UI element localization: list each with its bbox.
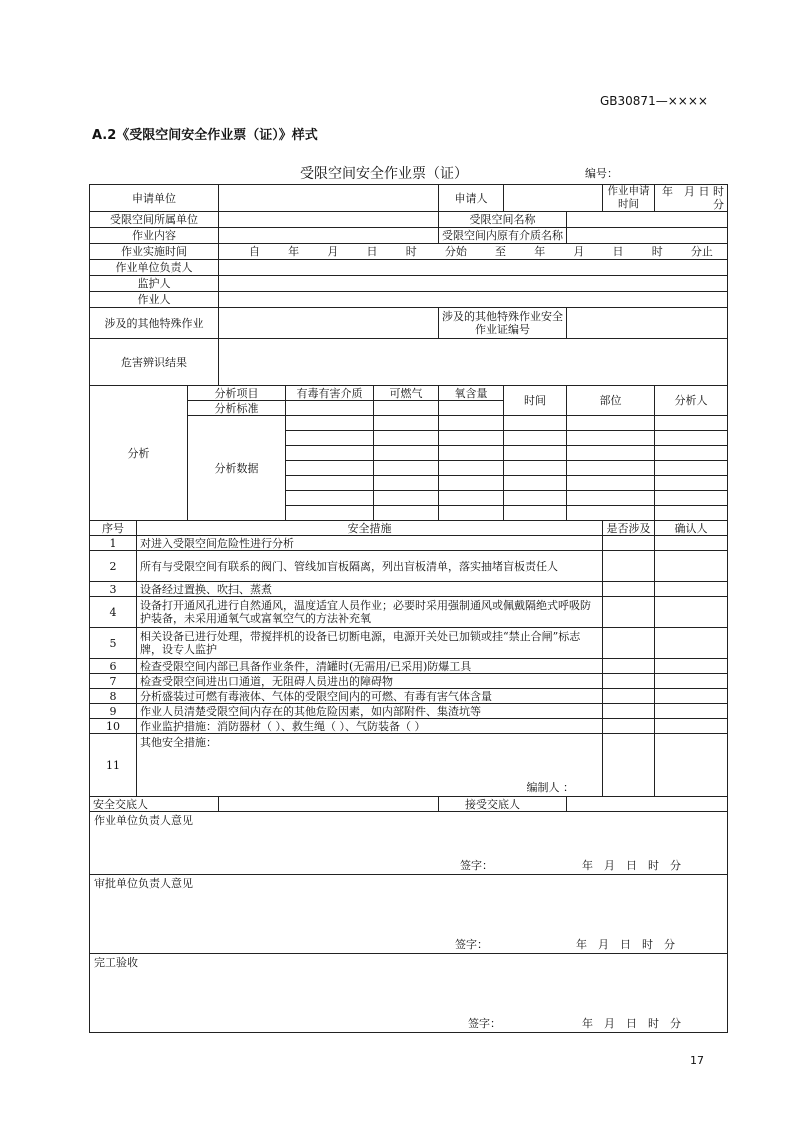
row-exec-time xyxy=(90,244,728,260)
analysis-cell[interactable] xyxy=(655,431,728,446)
measure-no: 4 xyxy=(90,597,137,628)
exec-time-label: 作业实施时间 xyxy=(90,244,219,260)
hazard-result-label: 危害辨识结果 xyxy=(90,339,219,386)
completion-acceptance-label: 完工验收 xyxy=(94,956,138,969)
measure-confirm[interactable] xyxy=(655,689,728,704)
exec-from: 自 xyxy=(249,245,260,258)
unit-leader-field[interactable] xyxy=(219,260,728,276)
handover-receiver-field[interactable] xyxy=(567,797,728,812)
analysis-cell[interactable] xyxy=(504,506,567,521)
analysis-cell[interactable] xyxy=(567,506,655,521)
measure-involved[interactable] xyxy=(603,674,655,689)
permit-form-table xyxy=(89,184,739,1033)
analysis-cell[interactable] xyxy=(374,506,439,521)
measure-row-other xyxy=(90,734,728,797)
measure-no: 3 xyxy=(90,582,137,597)
analysis-data-label: 分析数据 xyxy=(188,416,286,521)
analysis-cell[interactable] xyxy=(286,476,374,491)
measure-involved[interactable] xyxy=(603,659,655,674)
analysis-cell[interactable] xyxy=(655,416,728,431)
measure-no: 2 xyxy=(90,551,137,582)
measure-involved[interactable] xyxy=(603,536,655,551)
analysis-col-toxic: 有毒有害介质 xyxy=(286,386,374,401)
space-unit-field[interactable] xyxy=(219,212,439,228)
measure-confirm[interactable] xyxy=(655,582,728,597)
analysis-cell[interactable] xyxy=(439,491,504,506)
measures-header-row xyxy=(90,521,728,536)
analysis-cell[interactable] xyxy=(286,416,374,431)
analysis-cell[interactable] xyxy=(655,476,728,491)
analysis-cell[interactable] xyxy=(439,476,504,491)
analysis-col-flammable: 可燃气 xyxy=(374,386,439,401)
measure-row xyxy=(90,536,728,551)
hazard-result-field[interactable] xyxy=(219,339,728,386)
special-cert-field[interactable] xyxy=(567,308,728,339)
approver-sign-label: 签字： xyxy=(455,938,488,951)
exec-day-1: 日 xyxy=(366,245,378,258)
unit-leader-sign-date: 年 月 日 时 分 xyxy=(582,859,681,872)
form-number-label: 编号： xyxy=(585,167,618,180)
measure-confirm[interactable] xyxy=(655,536,728,551)
measure-involved[interactable] xyxy=(603,582,655,597)
measure-row xyxy=(90,551,728,582)
exec-month-1: 月 xyxy=(327,245,339,258)
analysis-standard-toxic[interactable] xyxy=(286,401,374,416)
measure-involved[interactable] xyxy=(603,719,655,734)
special-cert-label: 涉及的其他特殊作业安全作业证编号 xyxy=(439,308,567,339)
measure-involved[interactable] xyxy=(603,628,655,659)
measure-confirm[interactable] xyxy=(655,551,728,582)
measure-text: 设备经过置换、吹扫、蒸煮 xyxy=(137,582,603,597)
analysis-cell[interactable] xyxy=(286,491,374,506)
approver-sign-date: 年 月 日 时 分 xyxy=(576,938,675,951)
row-apply xyxy=(90,185,728,212)
analysis-cell[interactable] xyxy=(655,506,728,521)
analysis-cell[interactable] xyxy=(567,446,655,461)
completion-sign-label: 签字： xyxy=(468,1017,501,1030)
completion-acceptance[interactable] xyxy=(90,954,728,1033)
measure-no: 1 xyxy=(90,536,137,551)
approval-row xyxy=(90,954,728,1033)
special-work-label: 涉及的其他特殊作业 xyxy=(90,308,219,339)
analysis-col-oxygen: 氧含量 xyxy=(439,386,504,401)
measure-no: 10 xyxy=(90,719,137,734)
work-content-field[interactable] xyxy=(219,228,439,244)
work-content-label: 作业内容 xyxy=(90,228,219,244)
measure-row xyxy=(90,719,728,734)
exec-minute-end: 分止 xyxy=(690,245,713,258)
measure-text-header: 安全措施 xyxy=(137,521,603,536)
row-space xyxy=(90,212,728,228)
compiler-label: 编制人 ： xyxy=(526,781,575,794)
apply-unit-label: 申请单位 xyxy=(90,185,219,212)
measure-row xyxy=(90,674,728,689)
medium-name-label: 受限空间内原有介质名称 xyxy=(439,228,567,244)
analysis-cell[interactable] xyxy=(655,491,728,506)
analysis-cell[interactable] xyxy=(567,461,655,476)
analysis-cell[interactable] xyxy=(286,506,374,521)
analysis-cell[interactable] xyxy=(567,416,655,431)
measure-involved[interactable] xyxy=(603,734,655,797)
analysis-standard-flammable[interactable] xyxy=(374,401,439,416)
approver-opinion-label: 审批单位负责人意见 xyxy=(94,877,193,890)
measure-involved[interactable] xyxy=(603,551,655,582)
other-measures-field[interactable] xyxy=(137,734,603,797)
measure-no: 9 xyxy=(90,704,137,719)
row-unit-leader xyxy=(90,260,728,276)
applicant-field[interactable] xyxy=(504,185,603,212)
analysis-time-header: 时间 xyxy=(504,386,567,416)
completion-sign-date: 年 月 日 时 分 xyxy=(582,1017,681,1030)
measure-text: 作业监护措施：消防器材（ ）、救生绳（ ）、气防装备（ ） xyxy=(137,719,603,734)
measure-row xyxy=(90,582,728,597)
measure-text: 分析盛装过可燃有毒液体、气体的受限空间内的可燃、有毒有害气体含量 xyxy=(137,689,603,704)
unit-leader-label: 作业单位负责人 xyxy=(90,260,219,276)
analysis-cell[interactable] xyxy=(567,476,655,491)
analysis-cell[interactable] xyxy=(286,461,374,476)
measure-text: 对进入受限空间危险性进行分析 xyxy=(137,536,603,551)
analysis-cell[interactable] xyxy=(504,491,567,506)
measure-no: 11 xyxy=(90,734,137,797)
measure-row xyxy=(90,689,728,704)
handover-giver-field[interactable] xyxy=(219,797,439,812)
approver-opinion[interactable] xyxy=(90,875,728,954)
measure-confirm[interactable] xyxy=(655,659,728,674)
analysis-cell[interactable] xyxy=(439,416,504,431)
apply-unit-field[interactable] xyxy=(219,185,439,212)
handover-giver-label: 安全交底人 xyxy=(90,797,219,812)
unit-leader-opinion[interactable] xyxy=(90,812,728,875)
measure-involved[interactable] xyxy=(603,704,655,719)
measure-confirm[interactable] xyxy=(655,719,728,734)
exec-month-2: 月 xyxy=(573,245,585,258)
space-unit-label: 受限空间所属单位 xyxy=(90,212,219,228)
measure-confirm[interactable] xyxy=(655,674,728,689)
analysis-cell[interactable] xyxy=(374,461,439,476)
analysis-cell[interactable] xyxy=(439,446,504,461)
analysis-cell[interactable] xyxy=(374,476,439,491)
analysis-cell[interactable] xyxy=(504,476,567,491)
section-title: A.2《受限空间安全作业票（证）》样式 xyxy=(92,128,318,143)
measure-no: 7 xyxy=(90,674,137,689)
analysis-cell[interactable] xyxy=(504,446,567,461)
exec-time-field[interactable] xyxy=(219,244,728,260)
measure-text: 相关设备已进行处理，带搅拌机的设备已切断电源，电源开关处已加锁或挂“禁止合闸”标志牌，设专人监护 xyxy=(137,628,603,659)
measure-no-header: 序号 xyxy=(90,521,137,536)
analysis-standard-oxygen[interactable] xyxy=(439,401,504,416)
analysis-cell[interactable] xyxy=(504,431,567,446)
approval-row xyxy=(90,875,728,954)
measure-row xyxy=(90,597,728,628)
exec-hour-1: 时 xyxy=(405,245,417,258)
exec-to: 至 xyxy=(495,245,507,258)
form-title: 受限空间安全作业票（证） xyxy=(300,166,468,182)
analysis-cell[interactable] xyxy=(374,431,439,446)
apply-time-label: 作业申请时间 xyxy=(603,185,655,212)
space-name-field[interactable] xyxy=(567,212,728,228)
analysis-cell[interactable] xyxy=(439,431,504,446)
analysis-location-header: 部位 xyxy=(567,386,655,416)
page-number: 17 xyxy=(690,1054,704,1067)
measure-row xyxy=(90,628,728,659)
measure-confirm[interactable] xyxy=(655,734,728,797)
apply-time-value[interactable]: 年 月 日 时 分 xyxy=(655,185,728,212)
handover-receiver-label: 接受交底人 xyxy=(439,797,567,812)
analysis-cell[interactable] xyxy=(567,431,655,446)
handover-row xyxy=(90,797,728,812)
measure-text: 作业人员清楚受限空间内存在的其他危险因素，如内部附件、集渣坑等 xyxy=(137,704,603,719)
analysis-cell[interactable] xyxy=(504,416,567,431)
measure-text: 所有与受限空间有联系的阀门、管线加盲板隔离，列出盲板清单，落实抽堵盲板责任人 xyxy=(137,551,603,582)
exec-year-2: 年 xyxy=(534,245,546,258)
analysis-cell[interactable] xyxy=(286,431,374,446)
applicant-label: 申请人 xyxy=(439,185,504,212)
row-worker xyxy=(90,292,728,308)
measure-row xyxy=(90,659,728,674)
measure-no: 5 xyxy=(90,628,137,659)
measure-text: 设备打开通风孔进行自然通风，温度适宜人员作业；必要时采用强制通风或佩戴隔绝式呼吸防护装备，未采用通氧气或富氧空气的方法补充氧 xyxy=(137,597,603,628)
analysis-cell[interactable] xyxy=(655,461,728,476)
measure-confirm[interactable] xyxy=(655,704,728,719)
worker-label: 作业人 xyxy=(90,292,219,308)
confirm-header: 确认人 xyxy=(655,521,728,536)
analysis-cell[interactable] xyxy=(439,506,504,521)
space-name-label: 受限空间名称 xyxy=(439,212,567,228)
analysis-cell[interactable] xyxy=(374,446,439,461)
unit-leader-opinion-label: 作业单位负责人意见 xyxy=(94,814,193,827)
involved-header: 是否涉及 xyxy=(603,521,655,536)
measure-involved[interactable] xyxy=(603,689,655,704)
analysis-label: 分析 xyxy=(90,386,188,521)
analysis-cell[interactable] xyxy=(286,446,374,461)
measure-row xyxy=(90,704,728,719)
measure-involved[interactable] xyxy=(603,597,655,628)
row-content xyxy=(90,228,728,244)
analysis-cell[interactable] xyxy=(374,416,439,431)
measure-no: 6 xyxy=(90,659,137,674)
row-guardian xyxy=(90,276,728,292)
row-special xyxy=(90,308,728,339)
unit-leader-sign-label: 签字： xyxy=(460,859,493,872)
exec-year-1: 年 xyxy=(288,245,300,258)
measure-text: 检查受限空间进出口通道，无阻碍人员进出的障碍物 xyxy=(137,674,603,689)
analysis-cell[interactable] xyxy=(439,461,504,476)
analysis-standard-label: 分析标准 xyxy=(188,401,286,416)
row-hazard xyxy=(90,339,728,386)
analysis-cell[interactable] xyxy=(567,491,655,506)
guardian-label: 监护人 xyxy=(90,276,219,292)
analysis-cell[interactable] xyxy=(655,446,728,461)
special-work-field[interactable] xyxy=(219,308,439,339)
approval-row xyxy=(90,812,728,875)
exec-minute-start: 分始 xyxy=(444,245,467,258)
analysis-analyst-header: 分析人 xyxy=(655,386,728,416)
analysis-cell[interactable] xyxy=(374,491,439,506)
other-measures-label: 其他安全措施： xyxy=(140,736,217,749)
measure-confirm[interactable] xyxy=(655,597,728,628)
exec-day-2: 日 xyxy=(612,245,624,258)
analysis-cell[interactable] xyxy=(504,461,567,476)
standard-number: GB30871—×××× xyxy=(600,94,708,108)
measure-text: 检查受限空间内部已具备作业条件，清罐时(无需用/已采用)防爆工具 xyxy=(137,659,603,674)
medium-name-field[interactable] xyxy=(567,228,728,244)
worker-field[interactable] xyxy=(219,292,728,308)
measure-no: 8 xyxy=(90,689,137,704)
exec-hour-2: 时 xyxy=(651,245,663,258)
analysis-item-label: 分析项目 xyxy=(188,386,286,401)
measure-confirm[interactable] xyxy=(655,628,728,659)
guardian-field[interactable] xyxy=(219,276,728,292)
analysis-item-row xyxy=(90,386,728,401)
